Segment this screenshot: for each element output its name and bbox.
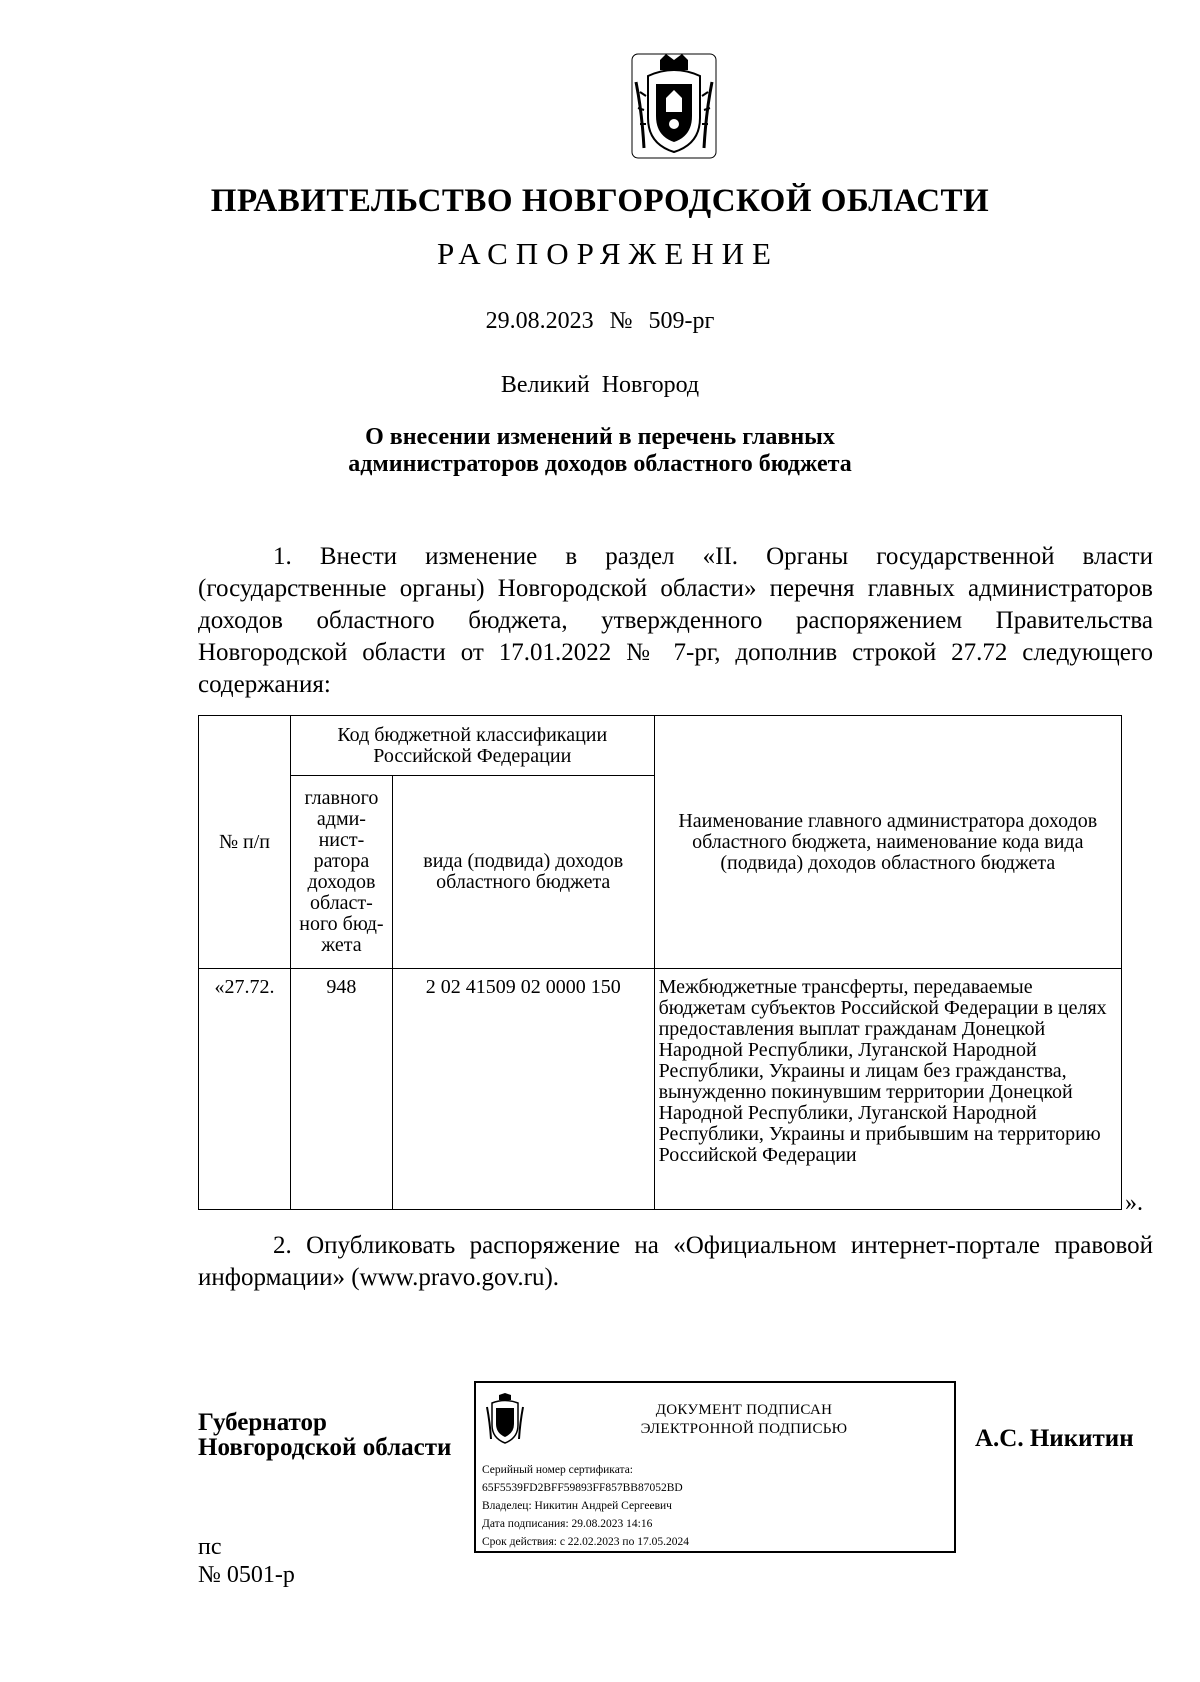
- cert-serial: 65F5539FD2BFF59893FF857BB87052BD: [482, 1482, 683, 1494]
- header-admin-code: главного адми-нист-ратора доходов област-ного бюд-жета: [290, 776, 392, 969]
- subject-line-2: администраторов доходов областного бюджета: [348, 451, 852, 477]
- stamp-heading-line-1: ДОКУМЕНТ ПОДПИСАН: [655, 1402, 833, 1418]
- header-num: № п/п: [199, 716, 291, 969]
- header-name: Наименование главного администратора доходов областного бюджета, наименование кода вида (подвида) доходов областного бюджета: [654, 716, 1121, 969]
- date-number-line: [0, 308, 1200, 335]
- cert-validity: Срок действия: с 22.02.2023 по 17.05.2024: [482, 1536, 689, 1548]
- city: Великий Новгород: [500, 372, 700, 398]
- document-date: 29.08.2023: [485, 308, 594, 334]
- closing-mark: ».: [1125, 1190, 1143, 1216]
- cell-num: «27.72.: [199, 969, 291, 1210]
- cell-kind-code: 2 02 41509 02 0000 150: [392, 969, 654, 1210]
- footer-line-2: № 0501-р: [198, 1562, 295, 1588]
- revenue-admin-table: [198, 715, 1122, 1210]
- document-type: РАСПОРЯЖЕНИЕ: [437, 236, 779, 271]
- org-title: ПРАВИТЕЛЬСТВО НОВГОРОДСКОЙ ОБЛАСТИ: [210, 183, 990, 219]
- header-kind-code: вида (подвида) доходов областного бюджета: [392, 776, 654, 969]
- cell-name: Межбюджетные трансферты, передаваемые бюджетам субъектов Российской Федерации в целях предоставления выплат гражданам Донецкой Народной Республики, Луганской Народной Республики, Украины и лицам без гражданства, вынужденно покинувшим территории Донецкой Народной Республики, Луганской Народной Республики, Украины и прибывшим на территорию Российской Федерации: [654, 969, 1121, 1210]
- governor-line-2: Новгородской области: [198, 1434, 452, 1461]
- stamp-details: [482, 1461, 689, 1551]
- stamp-heading: [564, 1401, 924, 1439]
- footer-note: [198, 1533, 295, 1589]
- governor-title: [198, 1410, 451, 1460]
- table-row: [199, 969, 1122, 1210]
- stamp-emblem-icon: [484, 1393, 526, 1445]
- signer-name: А.С. Никитин: [975, 1425, 1134, 1452]
- governor-line-1: Губернатор: [198, 1409, 327, 1436]
- e-signature-stamp: [474, 1381, 956, 1553]
- number-sign: №: [609, 308, 633, 334]
- cell-admin-code: 948: [290, 969, 392, 1210]
- document-subject: [0, 424, 1200, 478]
- subject-line-1: О внесении изменений в перечень главных: [365, 424, 835, 450]
- paragraph-2: 2. Опубликовать распоряжение на «Официальном интернет-портале правовой информации» (www.pravo.gov.ru).: [198, 1232, 1153, 1291]
- stamp-heading-line-2: ЭЛЕКТРОННОЙ ПОДПИСЬЮ: [640, 1421, 848, 1437]
- header-bk-code: Код бюджетной классификации Российской Федерации: [290, 716, 654, 776]
- footer-line-1: пс: [198, 1534, 222, 1560]
- coat-of-arms-icon: [630, 52, 718, 160]
- paragraph-1: 1. Внести изменение в раздел «II. Органы государственной власти (государственные органы) Новгородской области» перечня главных администраторов доходов областного бюджета, утвержденного распоряжением Правительства Новгородской области от 17.01.2022 № 7-рг, дополнив строкой 27.72 следующего содержания:: [198, 543, 1153, 698]
- signed-at: Дата подписания: 29.08.2023 14:16: [482, 1518, 653, 1530]
- cert-label: Серийный номер сертификата:: [482, 1464, 633, 1476]
- document-number: 509-рг: [648, 308, 715, 334]
- cert-owner: Владелец: Никитин Андрей Сергеевич: [482, 1500, 672, 1512]
